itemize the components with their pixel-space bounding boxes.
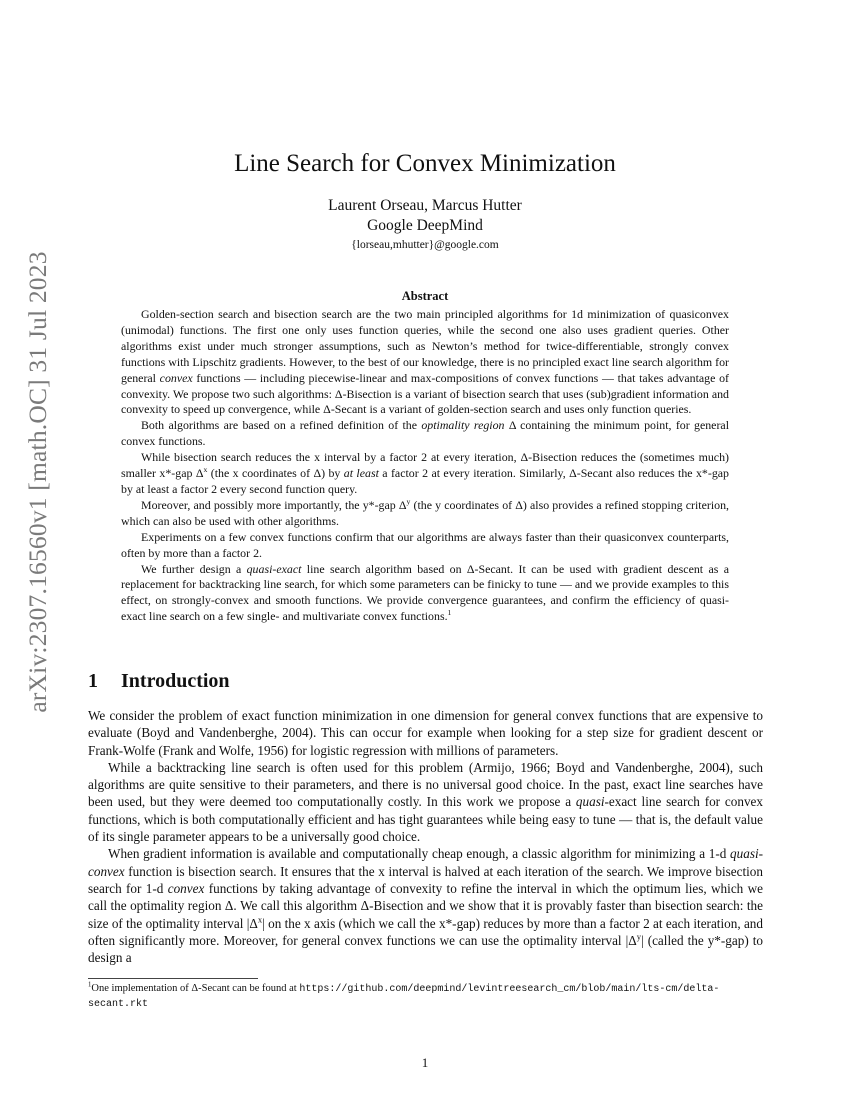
abstract-paragraph: Golden-section search and bisection search are the two main principled algorithms for 1d minimization of quasiconvex (unimodal) functions. The first one only uses function queries, while the second one also uses gradient queries. Other algorithms exist under much stronger assumptions, such as Newton’s method for twice-differentiable, strongly convex functions with Lipschitz gradients. However, to the best of our knowledge, there is no principled exact line search algorithm for general convex functions — including piecewise-linear and max-compositions of convex functions — that takes advantage of convexity. We propose two such algorithms: Δ-Bisection is a variant of bisection search that uses (sub)gradient information and convexity to speed up convergence, while Δ-Secant is a variant of golden-section search and uses only function queries. xyxy=(121,307,729,417)
footnote-divider xyxy=(88,978,258,979)
abstract-paragraph: Both algorithms are based on a refined definition of the optimality region Δ containing the minimum point, for general convex functions. xyxy=(121,418,730,449)
author-affiliation: Google DeepMind xyxy=(367,217,483,234)
section-title: Introduction xyxy=(121,670,230,692)
abstract-paragraph: While bisection search reduces the x interval by a factor 2 at every iteration, Δ-Bisection reduces the (sometimes much) smaller x*-gap $\Delta^x$ (the x coordinates of Δ) by at least a factor 2 at every iteration. Similarly, Δ-Secant also reduces the x*-gap by at least a factor 2 every second function query. xyxy=(121,450,729,496)
body-paragraph: When gradient information is available and computationally cheap enough, a classic algorithm for minimizing a 1-d quasi-convex function is bisection search. It ensures that the x interval is halved at each iteration of the search. We improve bisection search for 1-d convex functions by taking advantage of convexity to refine the interval in which the optimum lies, which we call the optimality region Δ. We call this algorithm Δ-Bisection and we show that it is provably faster than bisection search: the size of the optimality interval $|\Delta^x|$ on the x axis (which we call the x*-gap) reduces by more than a factor 2 at each iteration, and often significantly more. Moreover, for general convex functions we can use the optimality interval $|\Delta^y|$ (called the y*-gap) to design a xyxy=(88,846,764,966)
introduction-body xyxy=(88,707,763,966)
footnote xyxy=(88,982,763,1012)
abstract-paragraph: Moreover, and possibly more importantly, the y*-gap $\Delta^y$ (the y coordinates of Δ) also provides a refined stopping criterion, which can also be used with other algorithms. xyxy=(121,496,729,528)
body-paragraph: While a backtracking line search is often used for this problem (Armijo, 1966; Boyd and Vandenberghe, 2004), such algorithms are quite sensitive to their parameters, and there is no universal good choice. In the past, exact line searches have been used, but they were deemed too computationally costly. In this work we propose a quasi-exact line search for convex functions, which is both computationally efficient and has tight guarantees while being easy to tune — that is, the default value of its single parameter appears to be a universally good choice. xyxy=(88,759,763,845)
footnote-text: One implementation of Δ-Secant can be found at xyxy=(91,983,300,994)
author-email: {lorseau,mhutter}@google.com xyxy=(351,239,499,251)
arxiv-identifier-stamp: arXiv:2307.16560v1 [math.OC] 31 Jul 2023 xyxy=(23,251,52,713)
page-number: 1 xyxy=(421,1055,429,1070)
footnote-marker[interactable]: 1 xyxy=(447,608,452,618)
abstract-heading: Abstract xyxy=(401,289,449,303)
abstract-paragraph: We further design a quasi-exact line search algorithm based on Δ-Secant. It can be used with gradient descent as a replacement for backtracking line search, for which some parameters can be finicky to tune — and we provide examples to this effect, on strongly-convex and smooth functions. We provide convergence guarantees, and confirm the efficiency of quasi-exact line search on a few single- and multivariate convex functions.$^1$ xyxy=(121,561,729,624)
abstract-body xyxy=(121,307,729,625)
section-heading xyxy=(88,670,230,693)
abstract-paragraph: Experiments on a few convex functions confirm that our algorithms are always faster than their quasiconvex counterparts, often by more than a factor 2. xyxy=(121,529,729,560)
footnote-number: 1 xyxy=(88,981,92,989)
body-paragraph: We consider the problem of exact function minimization in one dimension for general convex functions that are expensive to evaluate (Boyd and Vandenberghe, 2004). This can occur for example when looking for a step size for gradient descent or Frank-Wolfe (Frank and Wolfe, 1956) for logistic regression with millions of parameters. xyxy=(88,708,763,758)
author-names: Laurent Orseau, Marcus Hutter xyxy=(328,197,522,214)
paper-title: Line Search for Convex Minimization xyxy=(234,150,616,177)
section-number: 1 xyxy=(88,670,98,692)
footnote-url-link[interactable]: https://github.com/deepmind/levintreesearch_cm/blob/main/lts-cm/delta-secant.rkt xyxy=(88,984,720,1010)
